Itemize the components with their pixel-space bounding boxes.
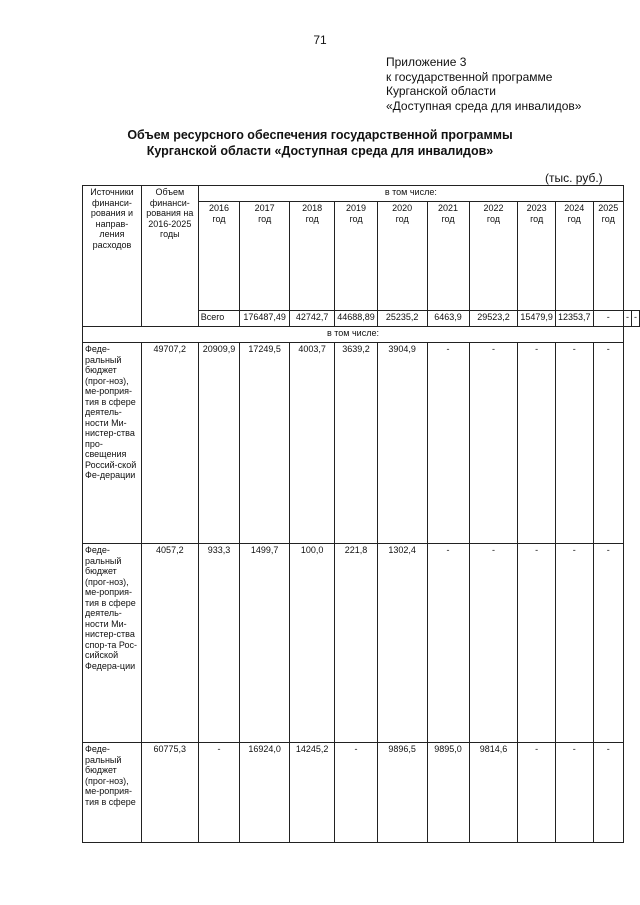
header-year	[198, 202, 240, 311]
row-value: 9895,0	[427, 743, 469, 843]
year-label: год	[258, 213, 272, 224]
year-label: год	[349, 213, 363, 224]
row-value: 933,3	[198, 544, 240, 743]
row-value: -	[593, 544, 624, 743]
row-value: 221,8	[335, 544, 378, 743]
header-year	[518, 202, 556, 311]
funding-table	[82, 185, 640, 843]
year-label: год	[441, 213, 455, 224]
total-value: 176487,49	[240, 311, 290, 327]
row-value: -	[198, 743, 240, 843]
year-number: 2020	[392, 203, 413, 213]
title-line: Курганской области «Доступная среда для инвалидов»	[146, 144, 494, 158]
appendix-note	[386, 55, 581, 113]
row-value: 9896,5	[377, 743, 427, 843]
row-value: 16924,0	[240, 743, 290, 843]
row-value: 100,0	[290, 544, 335, 743]
row-value: 1302,4	[377, 544, 427, 743]
header-year	[335, 202, 378, 311]
appendix-line: к государственной программе	[386, 69, 553, 84]
total-value: 6463,9	[427, 311, 469, 327]
total-value: -	[624, 311, 632, 327]
row-value: -	[469, 343, 518, 544]
year-label: год	[567, 213, 581, 224]
year-number: 2021	[438, 203, 459, 213]
year-label: год	[486, 213, 501, 224]
total-value: 44688,89	[335, 311, 378, 327]
year-label: год	[395, 213, 409, 224]
table-row	[83, 343, 640, 544]
appendix-line: Приложение 3	[386, 55, 467, 69]
row-source: Феде-ральный бюджет (прог-ноз), ме-роприя-тия в сфере	[83, 743, 142, 843]
row-value: 17249,5	[240, 343, 290, 544]
row-source: Феде-ральный бюджет (прог-ноз), ме-роприя-тия в сфере деятель-ности Ми-нистер-ства спор-та Рос-сийской Федера-ции	[83, 544, 142, 743]
row-value: -	[335, 743, 378, 843]
year-number: 2018	[302, 203, 323, 213]
row-value: -	[518, 343, 556, 544]
row-value: -	[427, 343, 469, 544]
total-value: 15479,9	[518, 311, 556, 327]
subcaption: в том числе:	[83, 327, 624, 343]
header-total: Объем финанси-рования на 2016-2025 годы	[141, 186, 198, 327]
total-value: -	[632, 311, 640, 327]
header-year	[240, 202, 290, 311]
row-value: -	[593, 343, 624, 544]
row-value: 9814,6	[469, 743, 518, 843]
unit-label: (тыс. руб.)	[545, 171, 603, 185]
total-label: Всего	[198, 311, 240, 327]
document-title	[0, 127, 640, 159]
row-value: -	[555, 743, 593, 843]
subcaption-row	[83, 327, 640, 343]
year-number: 2023	[526, 203, 547, 213]
row-value: -	[555, 343, 593, 544]
header-year	[290, 202, 335, 311]
header-row	[83, 186, 640, 202]
row-value: -	[518, 544, 556, 743]
table-row	[83, 544, 640, 743]
appendix-line: «Доступная среда для инвалидов»	[386, 98, 582, 113]
header-year	[377, 202, 427, 311]
row-value: 14245,2	[290, 743, 335, 843]
header-year	[469, 202, 518, 311]
header-including: в том числе:	[198, 186, 623, 202]
row-value: 60775,3	[141, 743, 198, 843]
row-value: 3639,2	[335, 343, 378, 544]
year-number: 2025	[598, 203, 619, 213]
row-value: -	[593, 743, 624, 843]
table-row	[83, 743, 640, 843]
header-source: Источники финанси-рования и направ-ления расходов	[83, 186, 142, 327]
header-year	[593, 202, 624, 311]
row-value: -	[469, 544, 518, 743]
year-number: 2024	[564, 203, 585, 213]
row-value: 20909,9	[198, 343, 240, 544]
row-value: 49707,2	[141, 343, 198, 544]
title-line: Объем ресурсного обеспечения государственной программы	[127, 128, 513, 142]
row-value: 3904,9	[377, 343, 427, 544]
row-source: Феде-ральный бюджет (прог-ноз), ме-роприя-тия в сфере деятель-ности Ми-нистер-ства про-свещения Россий-ской Фе-дерации	[83, 343, 142, 544]
year-label: год	[601, 213, 615, 224]
year-number: 2019	[346, 203, 367, 213]
row-value: -	[427, 544, 469, 743]
year-number: 2022	[483, 203, 504, 213]
row-value: 1499,7	[240, 544, 290, 743]
row-value: 4003,7	[290, 343, 335, 544]
total-value: -	[593, 311, 624, 327]
year-label: год	[305, 213, 319, 224]
total-value: 25235,2	[377, 311, 427, 327]
year-label: год	[530, 213, 544, 224]
page-number: 71	[313, 33, 327, 47]
total-value: 29523,2	[469, 311, 518, 327]
year-number: 2017	[254, 203, 275, 213]
appendix-line: Курганской области	[386, 84, 496, 98]
total-value: 12353,7	[555, 311, 593, 327]
row-value: 4057,2	[141, 544, 198, 743]
row-value: -	[518, 743, 556, 843]
total-value: 42742,7	[290, 311, 335, 327]
header-year	[555, 202, 593, 311]
row-value: -	[555, 544, 593, 743]
year-label: год	[212, 213, 226, 224]
header-year	[427, 202, 469, 311]
year-number: 2016	[208, 203, 229, 213]
